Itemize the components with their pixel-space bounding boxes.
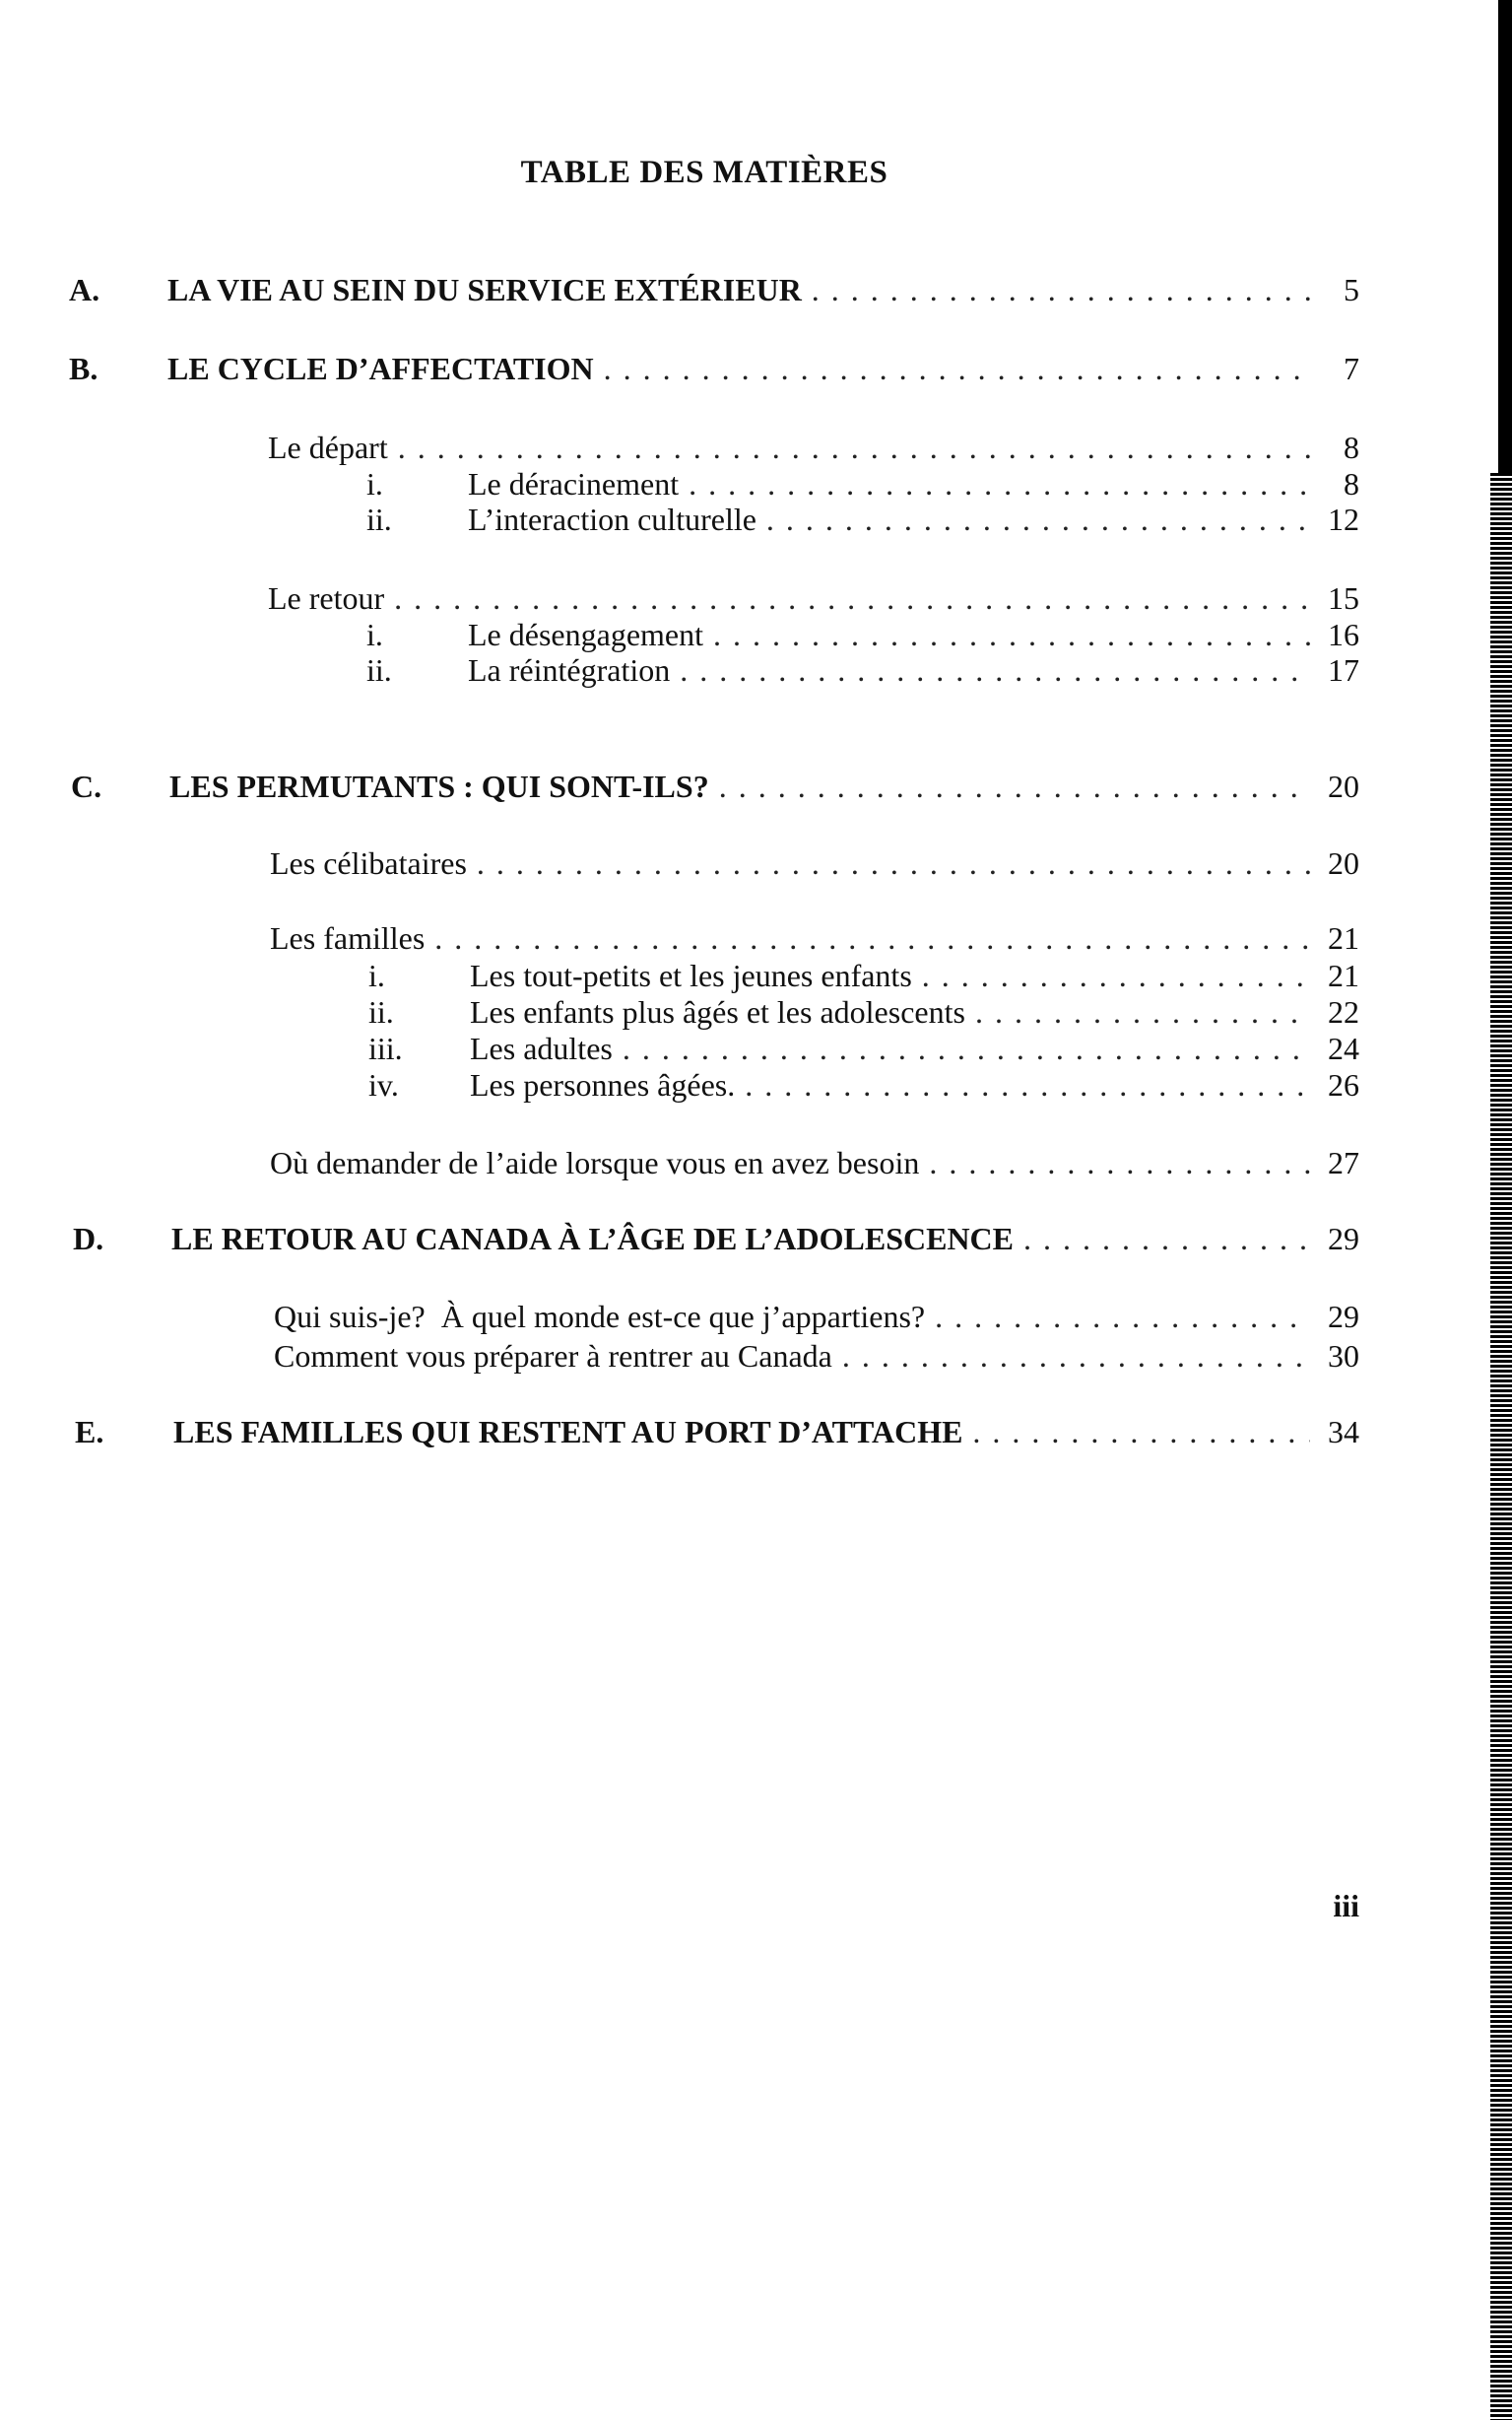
entry-page-number: 5 [1344,272,1359,307]
entry-page-number: 16 [1328,617,1359,652]
entry-title: La réintégration [468,652,671,688]
entry-page-number: 12 [1328,502,1359,537]
entry-page-number: 34 [1328,1414,1359,1449]
entry-page-number: 24 [1328,1031,1359,1066]
entry-page-number: 8 [1344,466,1359,502]
entry-title: Les personnes âgées. [470,1067,736,1103]
toc-entry-retour [268,578,1359,618]
entry-title: Les familles [270,920,426,956]
toc-entry-personnes-agees [368,1065,1359,1105]
toc-entry-b [69,349,1359,388]
toc-entry-d [73,1219,1359,1258]
leader-dots [680,650,1310,690]
toc-entry-qui-suis-je [274,1297,1359,1336]
toc-entry-a [69,270,1359,309]
toc-entry-familles [270,918,1359,958]
leader-dots [929,1143,1310,1182]
entry-title: Le désengagement [468,617,703,652]
section-letter: E. [75,1414,104,1449]
leader-dots [719,767,1310,806]
entry-title: LES FAMILLES QUI RESTENT AU PORT D’ATTACHE [173,1414,963,1449]
leader-dots [922,956,1310,995]
section-letter: B. [69,351,99,386]
toc-entry-deracinement [366,464,1359,504]
entry-title: LA VIE AU SEIN DU SERVICE EXTÉRIEUR [167,272,802,307]
toc-entry-celibataires [270,843,1359,883]
entry-page-number: 26 [1328,1067,1359,1103]
entry-title: Le retour [268,580,385,616]
entry-title: Où demander de l’aide lorsque vous en avez besoin [270,1145,920,1180]
entry-title: L’interaction culturelle [468,502,756,537]
entry-page-number: 27 [1328,1145,1359,1180]
leader-dots [434,918,1310,958]
leader-dots [713,615,1310,654]
leader-dots [842,1336,1310,1376]
toc-entry-reintegration [366,650,1359,690]
entry-title: Le déracinement [468,466,680,502]
item-numeral: ii. [366,652,392,688]
leader-dots [604,349,1310,388]
entry-page-number: 8 [1344,430,1359,465]
toc-entry-c [71,767,1359,806]
scan-edge-pattern [1490,473,1512,2420]
item-numeral: iv. [368,1067,399,1103]
section-letter: C. [71,769,102,804]
leader-dots [398,428,1310,467]
entry-title: Comment vous préparer à rentrer au Canada [274,1338,832,1374]
leader-dots [394,578,1310,618]
entry-page-number: 21 [1328,920,1359,956]
item-numeral: i. [366,617,383,652]
toc-entry-e [75,1412,1359,1451]
entry-page-number: 7 [1344,351,1359,386]
entry-page-number: 29 [1328,1299,1359,1334]
item-numeral: i. [366,466,383,502]
page-title: TABLE DES MATIÈRES [520,155,888,190]
item-numeral: iii. [368,1031,403,1066]
item-numeral: ii. [368,994,394,1030]
leader-dots [766,500,1310,539]
toc-entry-adolescents [368,992,1359,1032]
toc-entry-tout-petits [368,956,1359,995]
page-number: iii [1333,1888,1359,1923]
toc-entry-desengagement [366,615,1359,654]
entry-page-number: 15 [1328,580,1359,616]
leader-dots [812,270,1310,309]
entry-page-number: 20 [1328,769,1359,804]
entry-page-number: 20 [1328,845,1359,881]
entry-title: LE CYCLE D’AFFECTATION [167,351,594,386]
leader-dots [689,464,1310,504]
entry-title: LES PERMUTANTS : QUI SONT-ILS? [169,769,709,804]
entry-page-number: 30 [1328,1338,1359,1374]
entry-title: Les enfants plus âgés et les adolescents [470,994,965,1030]
entry-page-number: 29 [1328,1221,1359,1256]
toc-entry-aide [270,1143,1359,1182]
entry-title: Les célibataires [270,845,467,881]
entry-page-number: 17 [1328,652,1359,688]
leader-dots [935,1297,1310,1336]
entry-page-number: 22 [1328,994,1359,1030]
leader-dots [1023,1219,1310,1258]
item-numeral: ii. [366,502,392,537]
section-letter: D. [73,1221,104,1256]
leader-dots [623,1029,1310,1068]
leader-dots [477,843,1310,883]
entry-page-number: 21 [1328,958,1359,993]
toc-entry-interaction [366,500,1359,539]
leader-dots [745,1065,1310,1105]
toc-entry-comment [274,1336,1359,1376]
entry-title: Qui suis-je? À quel monde est-ce que j’appartiens? [274,1299,926,1334]
item-numeral: i. [368,958,385,993]
entry-title: Le départ [268,430,388,465]
leader-dots [972,1412,1310,1451]
entry-title: Les tout-petits et les jeunes enfants [470,958,912,993]
entry-title: Les adultes [470,1031,613,1066]
leader-dots [975,992,1310,1032]
section-letter: A. [69,272,100,307]
toc-entry-adultes [368,1029,1359,1068]
entry-title: LE RETOUR AU CANADA À L’ÂGE DE L’ADOLESCENCE [171,1221,1014,1256]
toc-entry-depart [268,428,1359,467]
